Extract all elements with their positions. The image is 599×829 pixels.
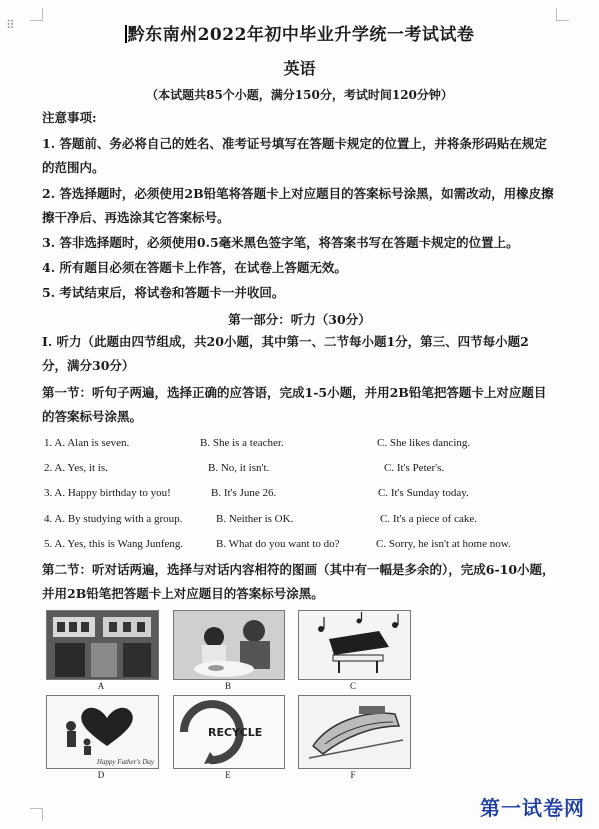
picture-f-train — [298, 695, 411, 769]
fathers-day-caption: Happy Father's Day — [96, 758, 154, 766]
picture-b-label: B — [224, 681, 231, 691]
exam-subject: 英语 — [283, 59, 316, 78]
question-1-option-a: 1. A. Alan is seven. — [44, 437, 130, 449]
picture-a-storefront — [46, 610, 159, 680]
question-5-option-b: B. What do you want to do? — [216, 538, 340, 550]
exam-title — [0, 20, 599, 45]
question-2-option-b: B. No, it isn't. — [208, 462, 270, 474]
site-watermark: 第一试卷网 — [480, 796, 585, 820]
question-4-option-a: 4. A. By studying with a group. — [44, 513, 183, 525]
question-1-option-c: C. She likes dancing. — [377, 437, 471, 449]
notice-item: 的范围内。 — [42, 160, 105, 175]
question-5-option-c: C. Sorry, he isn't at home now. — [376, 538, 511, 550]
exam-note: （本试题共85个小题，满分150分，考试时间120分钟） — [146, 88, 453, 102]
section1-instruction: 第一节：听句子两遍，选择正确的应答语，完成1-5小题，并用2B铅笔把答题卡上对应题目 — [42, 385, 547, 400]
picture-d-label: D — [97, 770, 105, 780]
question-3-option-c: C. It's Sunday today. — [378, 487, 469, 499]
notice-item: 擦干净后、再选涂其它答案标号。 — [42, 210, 230, 225]
text-cursor — [125, 25, 127, 43]
recycle-caption: RECYCLE — [208, 726, 263, 739]
notice-item: 3. 答非选择题时，必须使用0.5毫米黑色签字笔，将答案书写在答题卡规定的位置上。 — [42, 235, 519, 250]
notice-item: 2. 答选择题时，必须使用2B铅笔将答题卡上对应题目的答案标号涂黑，如需改动，用橡皮擦 — [42, 186, 554, 201]
part1-intro: Ⅰ. 听力（此题由四节组成，共20小题，其中第一、二节每小题1分，第三、四节每小题2 — [42, 334, 529, 349]
question-5-option-a: 5. A. Yes, this is Wang Junfeng. — [44, 538, 184, 550]
question-2-option-a: 2. A. Yes, it is. — [44, 462, 108, 474]
part1-heading: 第一部分：听力（30分） — [228, 312, 371, 327]
section1-instruction: 的答案标号涂黑。 — [42, 409, 143, 424]
picture-d-fathers-day — [46, 695, 159, 769]
part1-intro: 分，满分30分） — [42, 358, 135, 373]
drag-handle-icon[interactable]: ⠿ — [6, 18, 16, 32]
picture-e-label: E — [225, 770, 231, 780]
picture-c-piano — [298, 610, 411, 680]
notice-heading: 注意事项: — [42, 110, 97, 125]
picture-a-label: A — [97, 681, 105, 691]
picture-b-family-meal — [173, 610, 285, 680]
question-1-option-b: B. She is a teacher. — [200, 437, 284, 449]
section2-instruction: 并用2B铅笔把答题卡上对应题目的答案标号涂黑。 — [42, 586, 324, 601]
question-3-option-b: B. It's June 26. — [211, 487, 277, 499]
exam-title-text: 黔东南州2022年初中毕业升学统一考试试卷 — [127, 25, 475, 45]
picture-f-label: F — [350, 770, 356, 780]
notice-item: 1. 答题前、务必将自己的姓名、准考证号填写在答题卡规定的位置上，并将条形码贴在规定 — [42, 136, 547, 151]
question-3-option-a: 3. A. Happy birthday to you! — [44, 487, 171, 499]
picture-e-recycle — [173, 695, 285, 769]
question-2-option-c: C. It's Peter's. — [384, 462, 445, 474]
question-4-option-c: C. It's a piece of cake. — [380, 513, 477, 525]
notice-item: 5. 考试结束后，将试卷和答题卡一并收回。 — [42, 285, 285, 300]
notice-item: 4. 所有题目必须在答题卡上作答，在试卷上答题无效。 — [42, 260, 347, 275]
picture-c-label: C — [349, 681, 356, 691]
section2-instruction: 第二节：听对话两遍，选择与对话内容相符的图画（其中有一幅是多余的），完成6-10小题， — [42, 562, 555, 577]
question-4-option-b: B. Neither is OK. — [216, 513, 294, 525]
crop-mark-bottom-left — [30, 808, 43, 821]
